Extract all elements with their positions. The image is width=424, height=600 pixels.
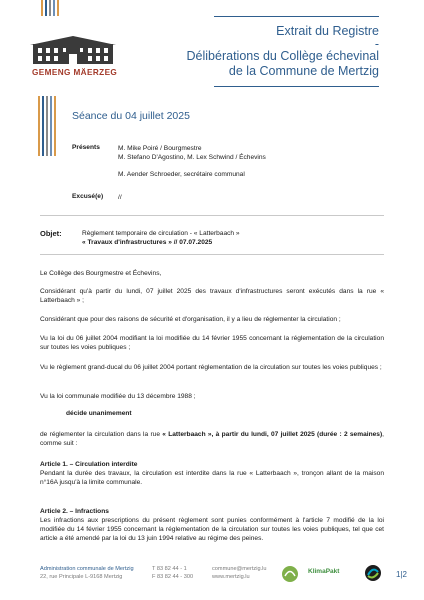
p7-part-a: de réglementer la circulation dans la rue: [40, 431, 163, 438]
footer-contact: [212, 566, 267, 581]
article1-title: Article 1. – Circulation interdite: [40, 461, 138, 468]
header-title-line3: de la Commune de Mertzig: [228, 64, 379, 78]
side-stripes: [38, 96, 56, 156]
top-stripes: [41, 0, 59, 16]
article2-text: Les infractions aux prescriptions du présent règlement sont punies conformément à l'article 7 modifié de la loi modifiée du 14 février 1955 concernant la réglementation de la circulation sur toutes les voies publiques, tel que cet article a été amendé par la loi du 13 juin 1994 relative au régime des peines.: [40, 517, 384, 542]
footer-phone: T 83 82 44 - 1: [152, 566, 187, 572]
objet-line1: Règlement temporaire de circulation - « Latterbaach »: [82, 230, 240, 237]
klimapakt-logo: [308, 568, 339, 575]
body-paragraph-1: Le Collège des Bourgmestre et Échevins,: [40, 270, 162, 277]
footer-email[interactable]: commune@mertzig.lu: [212, 566, 267, 572]
seance-title: Séance du 04 juillet 2025: [72, 110, 190, 122]
article2-title: Article 2. – Infractions: [40, 508, 109, 515]
objet-text: [82, 229, 382, 247]
header-dash: -: [374, 37, 379, 51]
header-title: [159, 24, 379, 79]
footer-address: [40, 566, 134, 581]
footer-web[interactable]: www.mertzig.lu: [212, 573, 250, 580]
logo-text: GEMENG MÄERZEG: [32, 68, 118, 77]
header-rule-top: [214, 16, 379, 17]
body-paragraph-7: [40, 430, 384, 448]
objet-line2: « Travaux d'infrastructures » // 07.07.2025: [82, 239, 213, 246]
town-hall-logo-icon: [30, 36, 116, 66]
presents-list: [118, 144, 358, 179]
body-paragraph-6: Vu la loi communale modifiée du 13 décembre 1988 ;: [40, 393, 196, 400]
body-paragraph-5: Vu le règlement grand-ducal du 06 juillet 2004 portant réglementation de la circulation sur toutes les voies publiques ;: [40, 364, 382, 371]
article1-text: Pendant la durée des travaux, la circulation est interdite dans la rue « Latterbaach », tronçon allant de la maison n°16A jusqu'à la limite communale.: [40, 470, 384, 486]
presents-label: Présents: [72, 144, 100, 151]
alliance-logo-icon: [280, 564, 300, 584]
body-paragraph-3: Considérant que pour des raisons de sécurité et d'organisation, il y a lieu de réglementer la circulation ;: [40, 316, 341, 323]
objet-label: Objet:: [40, 229, 62, 238]
klimapakt-text: KlimaPakt: [308, 568, 340, 575]
presents-line2: M. Stefano D'Agostino, M. Lex Schwind / Échevins: [118, 154, 266, 161]
footer-phones: [152, 566, 193, 581]
page-number: 1|2: [396, 570, 407, 579]
p7-part-b: « Latterbaach », à partir du lundi, 07 juillet 2025 (durée : 2 semaines): [162, 431, 383, 438]
p7-part-c: , comme suit :: [40, 431, 384, 447]
presents-line1: M. Mike Poiré / Bourgmestre: [118, 145, 202, 152]
fairtrade-logo-icon: [364, 564, 382, 582]
objet-rule-top: [40, 215, 384, 216]
footer-admin-line2: 22, rue Principale L-9168 Mertzig: [40, 573, 123, 580]
decide-text: décide unanimement: [66, 410, 132, 417]
footer-fax: F 83 82 44 - 300: [152, 573, 194, 580]
header-rule-bottom: [214, 86, 379, 87]
body-paragraph-4: Vu la loi du 06 juillet 2004 modifiant la loi modifiée du 14 février 1955 concernant la réglementation de la circulation sur toutes les voies publiques ;: [40, 335, 384, 351]
objet-rule-bottom: [40, 254, 384, 255]
presents-line3: M. Aender Schroeder, secrétaire communal: [118, 171, 245, 178]
excuses-value: //: [118, 194, 122, 201]
footer-admin-line1: Administration communale de Mertzig: [40, 566, 134, 572]
header-title-line1: Extrait du Registre: [276, 24, 379, 38]
header-title-line2: Délibérations du Collège échevinal: [186, 49, 379, 63]
body-paragraph-2: Considérant qu'à partir du lundi, 07 juillet 2025 des travaux d'infrastructures seront exécutés dans la rue « Latterbaach » ;: [40, 288, 384, 304]
excuses-label: Excusé(e): [72, 193, 104, 200]
